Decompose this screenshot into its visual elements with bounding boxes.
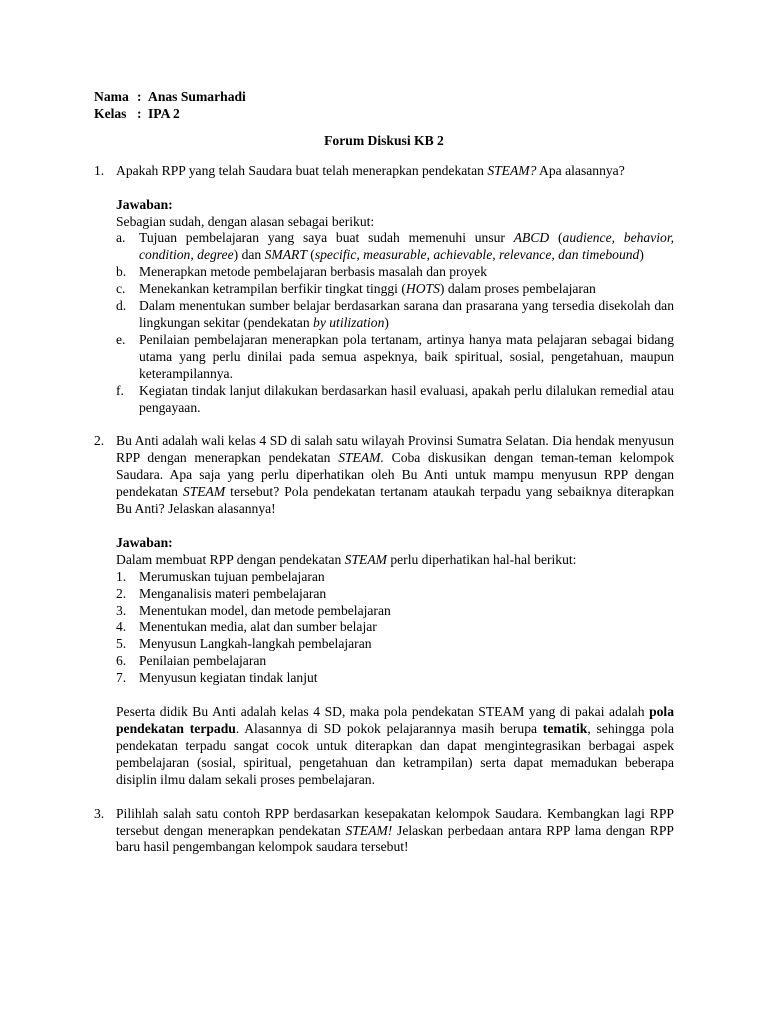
list-item: 4. Menentukan media, alat dan sumber belajar bbox=[116, 619, 377, 635]
question-3 bbox=[94, 806, 674, 857]
question-3-body bbox=[116, 806, 674, 857]
question-2-number: 2. bbox=[94, 433, 105, 449]
document-content bbox=[94, 89, 674, 856]
question-1-body bbox=[116, 163, 674, 417]
question-2-text: Bu Anti adalah wali kelas 4 SD di salah satu wilayah Provinsi Sumatra Selatan. Dia hendak menyusun RPP dengan menerapkan pendekatan STEAM. Coba diskusikan dengan teman-teman kelompok Saudara. Apa saja yang perlu diperhatikan oleh Bu Anti untuk mampu menyusun RPP dengan pendekatan STEAM tersebut? Pola pendekatan tertanam ataukah terpadu yang sebaiknya diterapkan Bu Anti? Jelaskan alasannya! bbox=[116, 433, 674, 517]
list-item: e. Penilaian pembelajaran menerapkan pola tertanam, artinya hanya mata pelajaran sebagai bidang utama yang perlu dinilai pada semua aspeknya, baik spiritual, sosial, pengetahuan, maupun keterampilannya. bbox=[116, 331, 674, 381]
name-value: Anas Sumarhadi bbox=[148, 89, 246, 104]
list-item: c. Menekankan ketrampilan berfikir tingkat tinggi (HOTS) dalam proses pembelajaran bbox=[116, 281, 596, 297]
list-item: 3. Menentukan model, dan metode pembelajaran bbox=[116, 602, 391, 618]
answer-2-intro: Dalam membuat RPP dengan pendekatan STEAM perlu diperhatikan hal-hal berikut: bbox=[116, 551, 577, 567]
question-2 bbox=[94, 433, 674, 788]
name-separator: : bbox=[137, 89, 142, 104]
list-item: 7. Menyusun kegiatan tindak lanjut bbox=[116, 670, 318, 686]
class-label: Kelas bbox=[94, 105, 127, 121]
class-row bbox=[94, 106, 674, 123]
answer-1-intro: Sebagian sudah, dengan alasan sebagai berikut: bbox=[116, 213, 375, 229]
name-label: Nama bbox=[94, 89, 129, 104]
list-item: 2. Menganalisis materi pembelajaran bbox=[116, 585, 327, 601]
answer-2-paragraph: Peserta didik Bu Anti adalah kelas 4 SD, maka pola pendekatan STEAM yang di pakai adalah pola pendekatan terpadu. Alasannya di SD pokok pelajarannya masih berupa tematik, sehingga pola pendekatan terpadu sangat cocok untuk diterapkan dan dapat mengintegrasikan berbagai aspek pembelajaran (sosial, spiritual, pengetahuan dan ketrampilan) serta dapat memadukan beberapa disiplin ilmu dalam sekali proses pembelajaran. bbox=[116, 704, 674, 787]
class-separator: : bbox=[137, 105, 142, 121]
question-2-body bbox=[116, 433, 674, 788]
list-item: f. Kegiatan tindak lanjut dilakukan berdasarkan hasil evaluasi, apakah perlu dilalukan remedial atau pengayaan. bbox=[116, 382, 674, 415]
list-item: 5. Menyusun Langkah-langkah pembelajaran bbox=[116, 636, 372, 652]
list-item: 6. Penilaian pembelajaran bbox=[116, 653, 267, 669]
question-1 bbox=[94, 163, 674, 417]
list-item: d. Dalam menentukan sumber belajar berdasarkan sarana dan prasarana yang tersedia disekolah dan lingkungan sekitar (pendekatan by utilization) bbox=[116, 298, 674, 330]
question-1-text: Apakah RPP yang telah Saudara buat telah menerapkan pendekatan STEAM? Apa alasannya? bbox=[116, 162, 625, 178]
document-title: Forum Diskusi KB 2 bbox=[324, 132, 444, 148]
class-value: IPA 2 bbox=[148, 105, 180, 121]
answer-2-label: Jawaban: bbox=[116, 534, 173, 550]
list-item: 1. Merumuskan tujuan pembelajaran bbox=[116, 568, 325, 584]
name-row bbox=[94, 89, 674, 106]
list-item: a. Tujuan pembelajaran yang saya buat sudah memenuhi unsur ABCD (audience, behavior, condition, degree) dan SMART (specific, measurable, achievable, relevance, dan timebound) bbox=[116, 230, 674, 263]
list-item: b. Menerapkan metode pembelajaran berbasis masalah dan proyek bbox=[116, 264, 488, 280]
question-3-number: 3. bbox=[94, 805, 105, 821]
answer-1-label: Jawaban: bbox=[116, 196, 173, 212]
question-3-text: Pilihlah salah satu contoh RPP berdasarkan kesepakatan kelompok Saudara. Kembangkan lagi RPP tersebut dengan menerapkan pendekatan STEAM! Jelaskan perbedaan antara RPP lama dengan RPP baru hasil pengembangan kelompok saudara tersebut! bbox=[116, 805, 674, 855]
question-1-number: 1. bbox=[94, 162, 105, 178]
